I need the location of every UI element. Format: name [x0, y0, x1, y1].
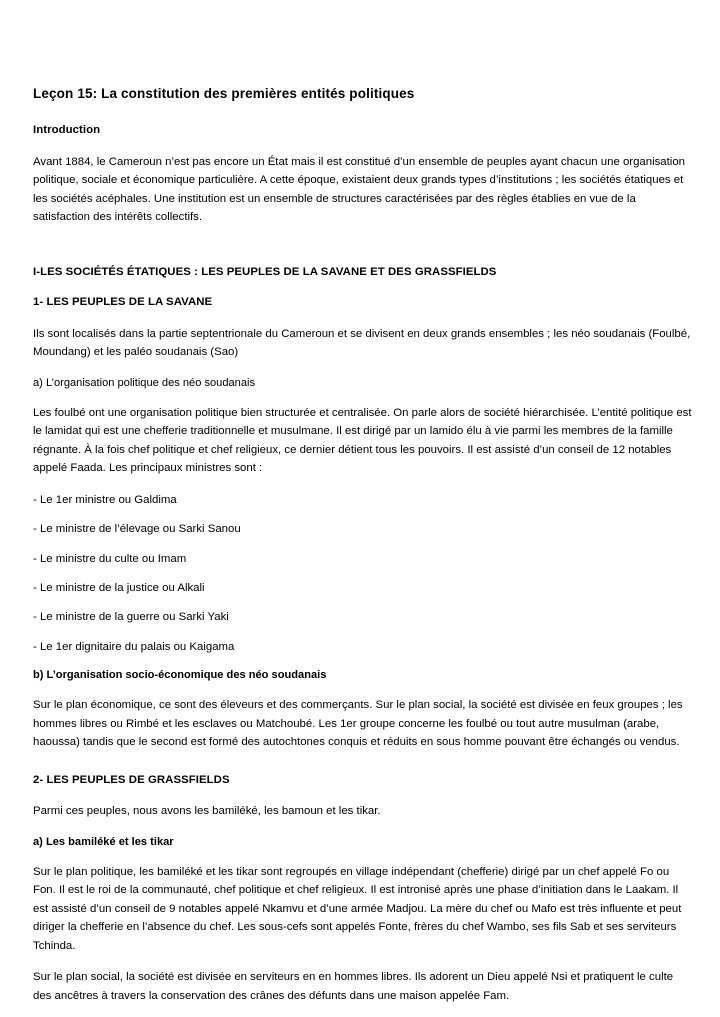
document-body — [33, 85, 692, 1017]
subsection-heading-1-1: 1- LES PEUPLES DE LA SAVANE — [33, 296, 213, 309]
list-item: - Le ministre de l’élevage ou Sarki Sanou — [33, 523, 241, 536]
subsection-1-1-a-paragraph: Les foulbé ont une organisation politique bien structurée et centralisée. On parle alors de société hiérarchisée. L’entité politique est le lamidat qui est une chefferie traditionnelle et musulmane. Il est dirigé par un lamido élu à vie parmi les membres de la famille régnante. À la fois chef politique et chef religieux, ce dernier détient tous les pouvoirs. Il est assisté d’un conseil de 12 notables appelé Faada. Les principaux ministres sont : — [33, 406, 692, 475]
subsection-1-2-intro-paragraph: Parmi ces peuples, nous avons les bamiléké, les bamoun et les tikar. — [33, 805, 381, 818]
introduction-heading: Introduction — [33, 124, 101, 137]
subsection-heading-1-2: 2- LES PEUPLES DE GRASSFIELDS — [33, 773, 230, 786]
list-item: - Le ministre de la guerre ou Sarki Yaki — [33, 611, 229, 624]
list-item: - Le ministre de la justice ou Alkali — [33, 581, 205, 594]
list-item: - Le 1er ministre ou Galdima — [33, 493, 177, 506]
introduction-paragraph: Avant 1884, le Cameroun n’est pas encore un État mais il est constitué d’un ensemble de peuples ayant chacun une organisation politique, sociale et économique particulière. A cette époque, existaient deux grands types d’institutions ; les sociétés étatiques et les sociétés acéphales. Une institution est un ensemble de structures caractérisées par des règles établies en vue de la satisfaction des intérêts collectifs. — [33, 155, 686, 224]
subsection-heading-1-2-a: a) Les bamiléké et les tikar — [33, 835, 174, 848]
subsection-heading-1-1-a: a) L’organisation politique des néo soudanais — [33, 376, 256, 389]
list-item: - Le ministre du culte ou Imam — [33, 552, 187, 565]
subsection-1-2-a-social-paragraph: Sur le plan social, la société est divisée en serviteurs en en hommes libres. Ils adorent un Dieu appelé Nsi et pratiquent le culte des ancêtres à travers la conservation des crânes des défunts dans une maison appelée Fam. — [33, 971, 674, 1002]
subsection-1-2-a-political-paragraph: Sur le plan politique, les bamiléké et les tikar sont regroupés en village indépendant (chefferie) dirigé par un chef appelé Fo ou Fon. Il est le roi de la communauté, chef politique et chef religieux. Il est intronisé après une phase d’initiation dans le Laakam. Il est assisté d’un conseil de 9 notables appelé Nkamvu et d’une armée Madjou. La mère du chef ou Mafo est très influente et peut diriger la chefferie en l’absence du chef. Les sous-cefs sont appelés Fonte, frères du chef Wambo, ses fils Sab et ses serviteurs Tchinda. — [33, 865, 682, 952]
ministers-list — [33, 491, 692, 657]
subsection-1-1-intro-paragraph: Ils sont localisés dans la partie septentrionale du Cameroun et se divisent en deux grands ensembles ; les néo soudanais (Foulbé, Moundang) et les paléo soudanais (Sao) — [33, 327, 691, 359]
subsection-heading-1-1-b: b) L’organisation socio-économique des néo soudanais — [33, 669, 327, 682]
section-heading-1: I-LES SOCIÉTÉS ÉTATIQUES : LES PEUPLES DE LA SAVANE ET DES GRASSFIELDS — [33, 265, 497, 278]
list-item: - Le 1er dignitaire du palais ou Kaigama — [33, 640, 235, 653]
subsection-1-1-b-paragraph: Sur le plan économique, ce sont des éleveurs et des commerçants. Sur le plan social, la société est divisée en feux groupes ; les hommes libres ou Rimbé et les esclaves ou Matchoubé. Les 1er groupe concerne les foulbé ou tout autre musulman (arabe, haoussa) tandis que le second est formé des autochtones conquis et réduits en sous homme pouvant être échangés ou vendus. — [33, 699, 683, 749]
page-title: Leçon 15: La constitution des premières entités politiques — [33, 86, 415, 101]
